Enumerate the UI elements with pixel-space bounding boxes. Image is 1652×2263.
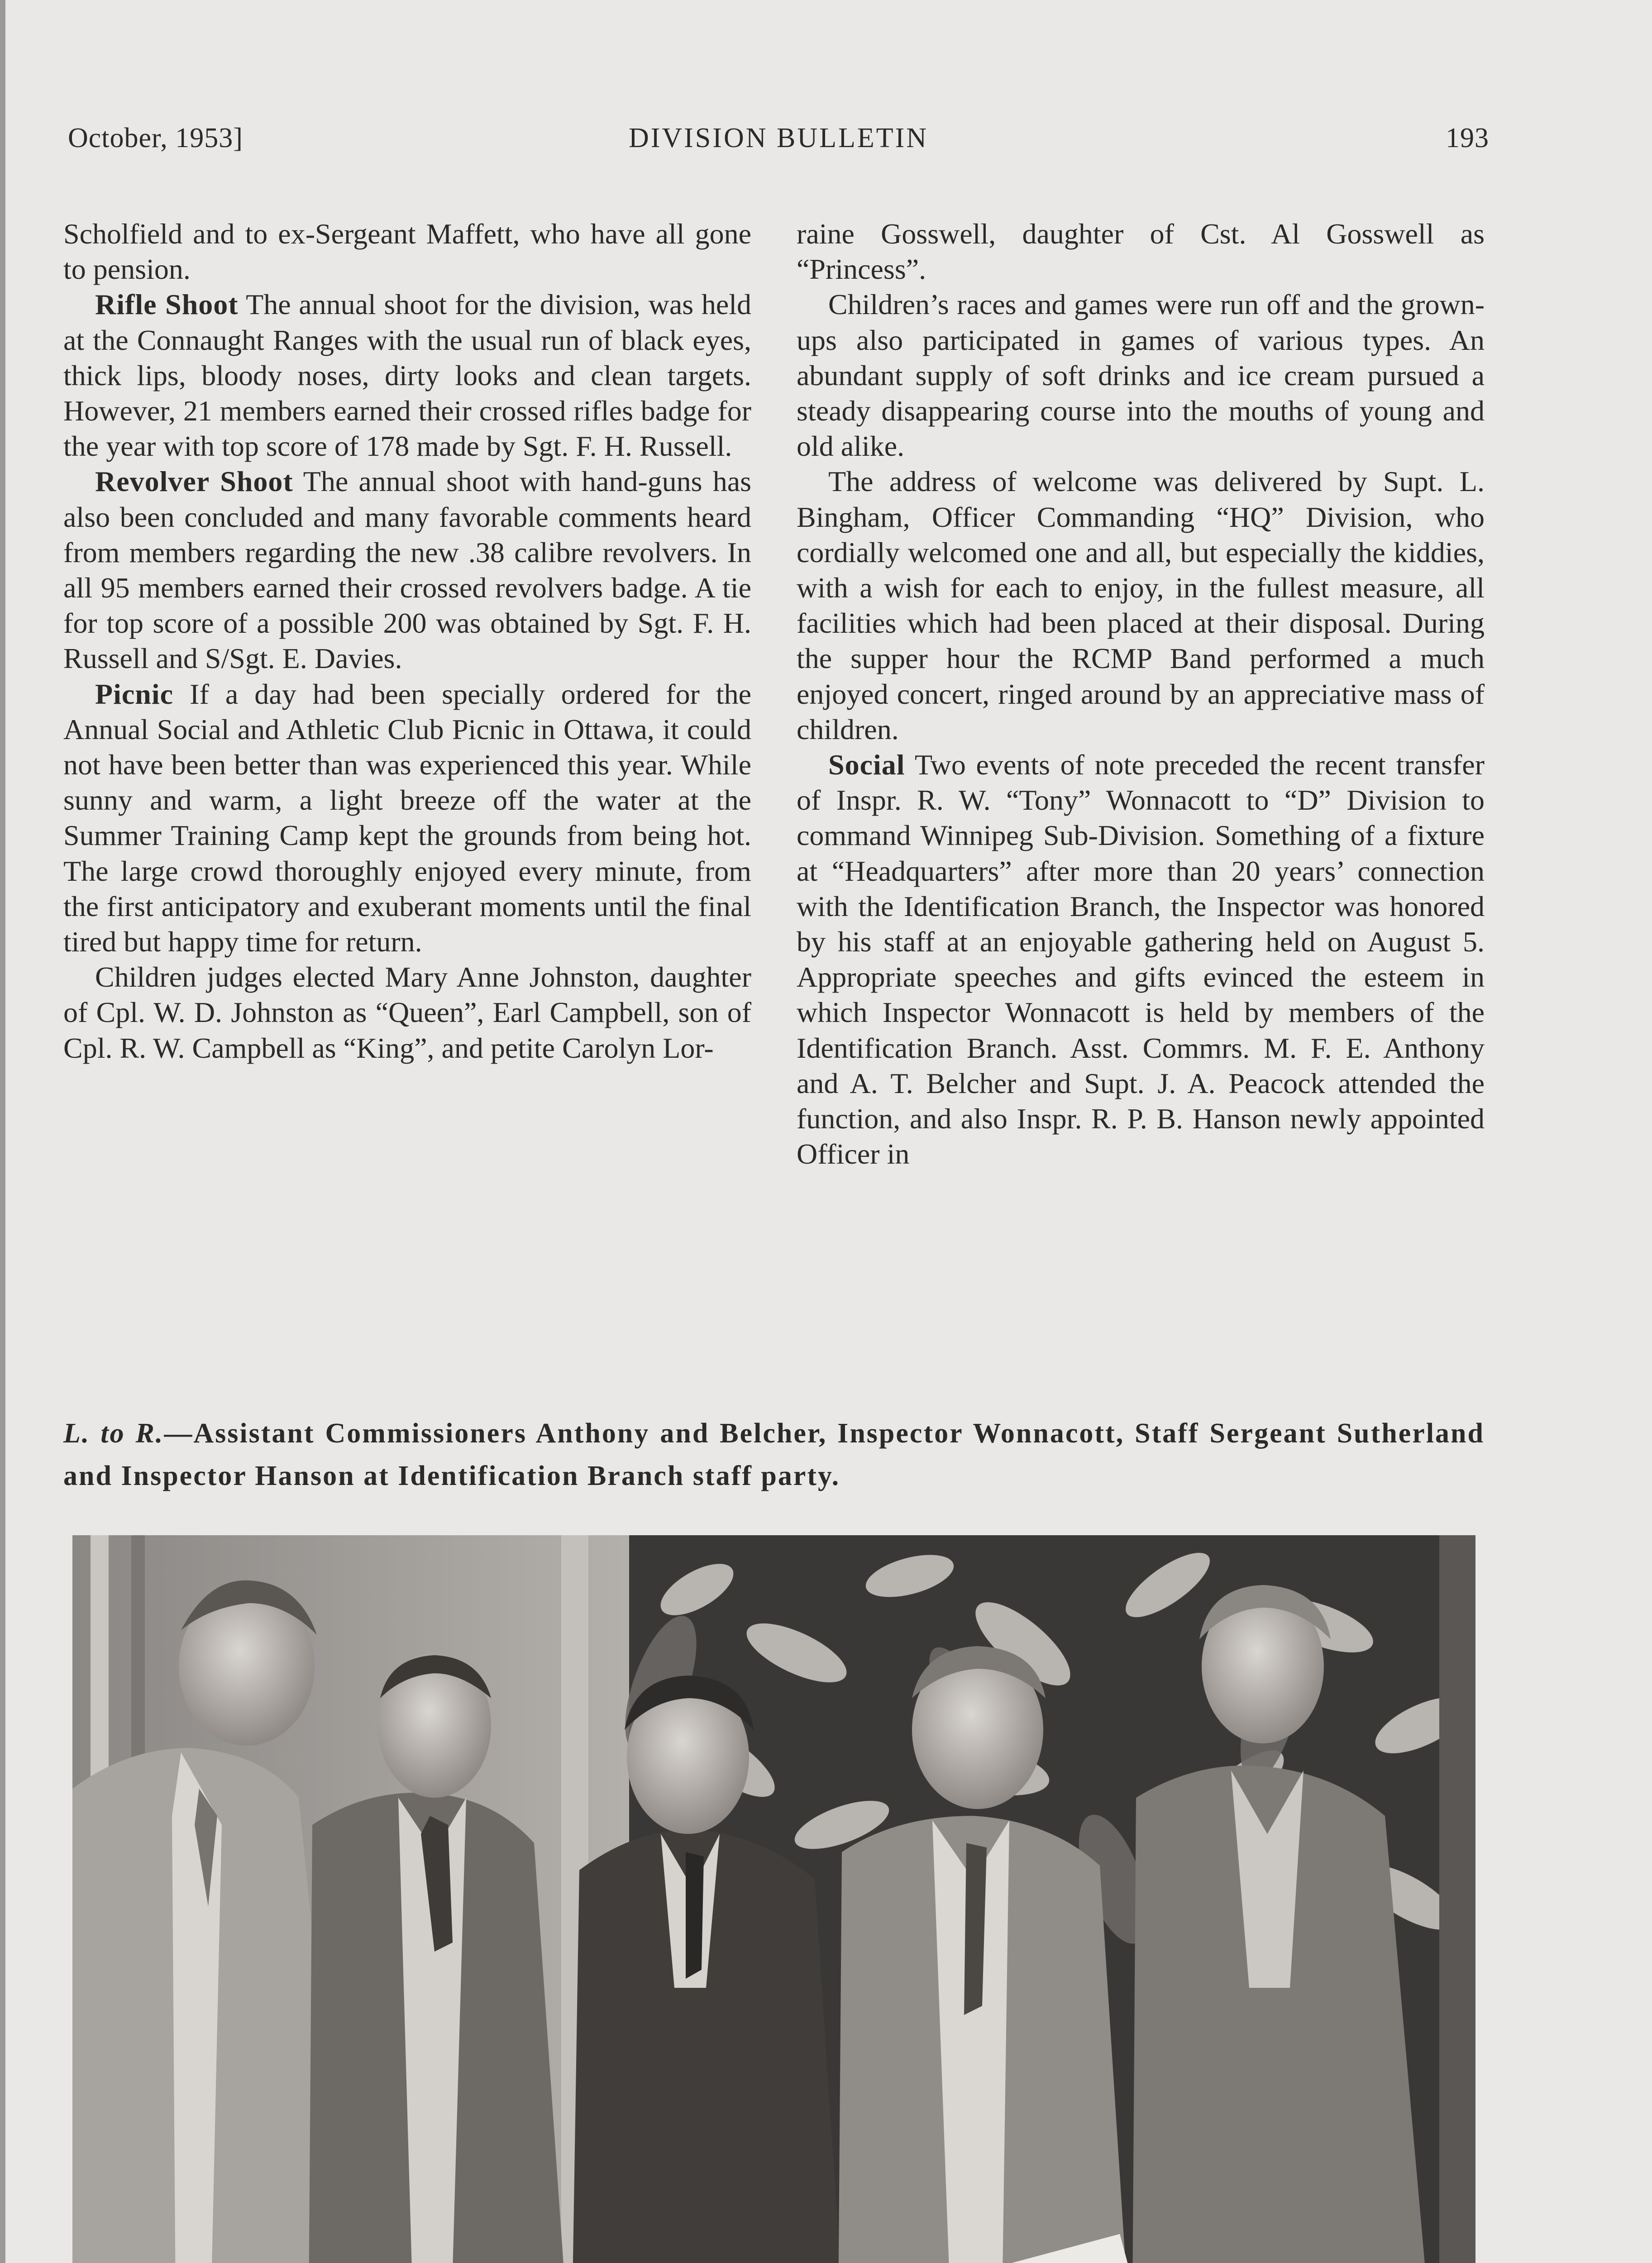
group-photo <box>72 1535 1475 2263</box>
left-column <box>63 216 751 1066</box>
paragraph: Children judges elected Mary Anne Johnston, daughter of Cpl. W. D. Johnston as “Queen”, Earl Campbell, son of Cpl. R. W. Campbell as “King”, and petite Carolyn Lor- <box>63 961 751 1064</box>
paragraph-picnic <box>63 677 751 960</box>
paragraph: raine Gosswell, daughter of Cst. Al Gosswell as “Princess”. <box>797 218 1485 286</box>
paragraph-revolver-shoot <box>63 464 751 676</box>
article-body <box>63 216 1489 1334</box>
issue-date: October, 1953] <box>68 123 243 153</box>
section-heading-rifle-shoot: Rifle Shoot <box>95 288 239 321</box>
paragraph-social <box>797 747 1485 1172</box>
paragraph: The address of welcome was delivered by Supt. L. Bingham, Officer Commanding “HQ” Division, who cordially welcomed one and all, but especially the kiddies, with a wish for each to enjoy, in the fullest measure, all facilities which had been placed at their disposal. During the supper hour the RCMP Band performed a much enjoyed concert, ringed around by an appreciative mass of children. <box>797 465 1485 745</box>
paragraph-text: The annual shoot with hand-guns has also been concluded and many favorable comments heard from members regarding the new .38 calibre revolvers. In all 95 members earned their crossed revolvers badge. A tie for top score of a possible 200 was obtained by Sgt. F. H. Russell and S/Sgt. E. Davies. <box>63 465 751 675</box>
paragraph: Scholfield and to ex-Sergeant Maffett, who have all gone to pension. <box>63 218 751 286</box>
caption-lead: L. to R. <box>63 1418 164 1449</box>
right-column <box>797 216 1485 1172</box>
page-number: 193 <box>1446 123 1489 153</box>
publication-title: DIVISION BULLETIN <box>628 123 929 153</box>
section-heading-social: Social <box>828 749 905 781</box>
paragraph: Children’s races and games were run off and the grown-ups also participated in games of various types. An abundant supply of soft drinks and ice cream pursued a steady disappearing course into the mouths of young and old alike. <box>797 288 1485 463</box>
section-heading-revolver-shoot: Revolver Shoot <box>95 465 293 498</box>
photo-caption <box>63 1412 1485 1497</box>
page-edge <box>0 0 5 2263</box>
group-photo-icon <box>72 1535 1475 2263</box>
paragraph-text: If a day had been specially ordered for the Annual Social and Athletic Club Picnic in Ottawa, it could not have been better than was experienced this year. While sunny and warm, a light breeze off the water at the Summer Training Camp kept the grounds from being hot. The large crowd thoroughly enjoyed every minute, from the first anticipatory and exuberant moments until the final tired but happy time for return. <box>63 678 751 958</box>
paragraph-text: The annual shoot for the division, was held at the Connaught Ranges with the usual run of black eyes, thick lips, bloody noses, dirty looks and clean targets. However, 21 members earned their crossed rifles badge for the year with top score of 178 made by Sgt. F. H. Russell. <box>63 288 752 463</box>
paragraph-text: Two events of note preceded the recent transfer of Inspr. R. W. “Tony” Wonnacott to “D” Division to command Winnipeg Sub-Division. Something of a fixture at “Headquarters” after more than 20 years’ connection with the Identification Branch, the Inspector was honored by his staff at an enjoyable gathering held on August 5. Appropriate speeches and gifts evinced the esteem in which Inspector Wonnacott is held by members of the Identification Branch. Asst. Commrs. M. F. E. Anthony and A. T. Belcher and Supt. J. A. Peacock attended the function, and also Inspr. R. P. B. Hanson newly appointed Officer in <box>797 749 1485 1170</box>
running-head <box>68 122 1489 163</box>
caption-text: —Assistant Commissioners Anthony and Belcher, Inspector Wonnacott, Staff Sergeant Sutherland and Inspector Hanson at Identification Branch staff party. <box>63 1418 1485 1491</box>
paragraph-rifle-shoot <box>63 287 751 464</box>
section-heading-picnic: Picnic <box>95 678 174 710</box>
